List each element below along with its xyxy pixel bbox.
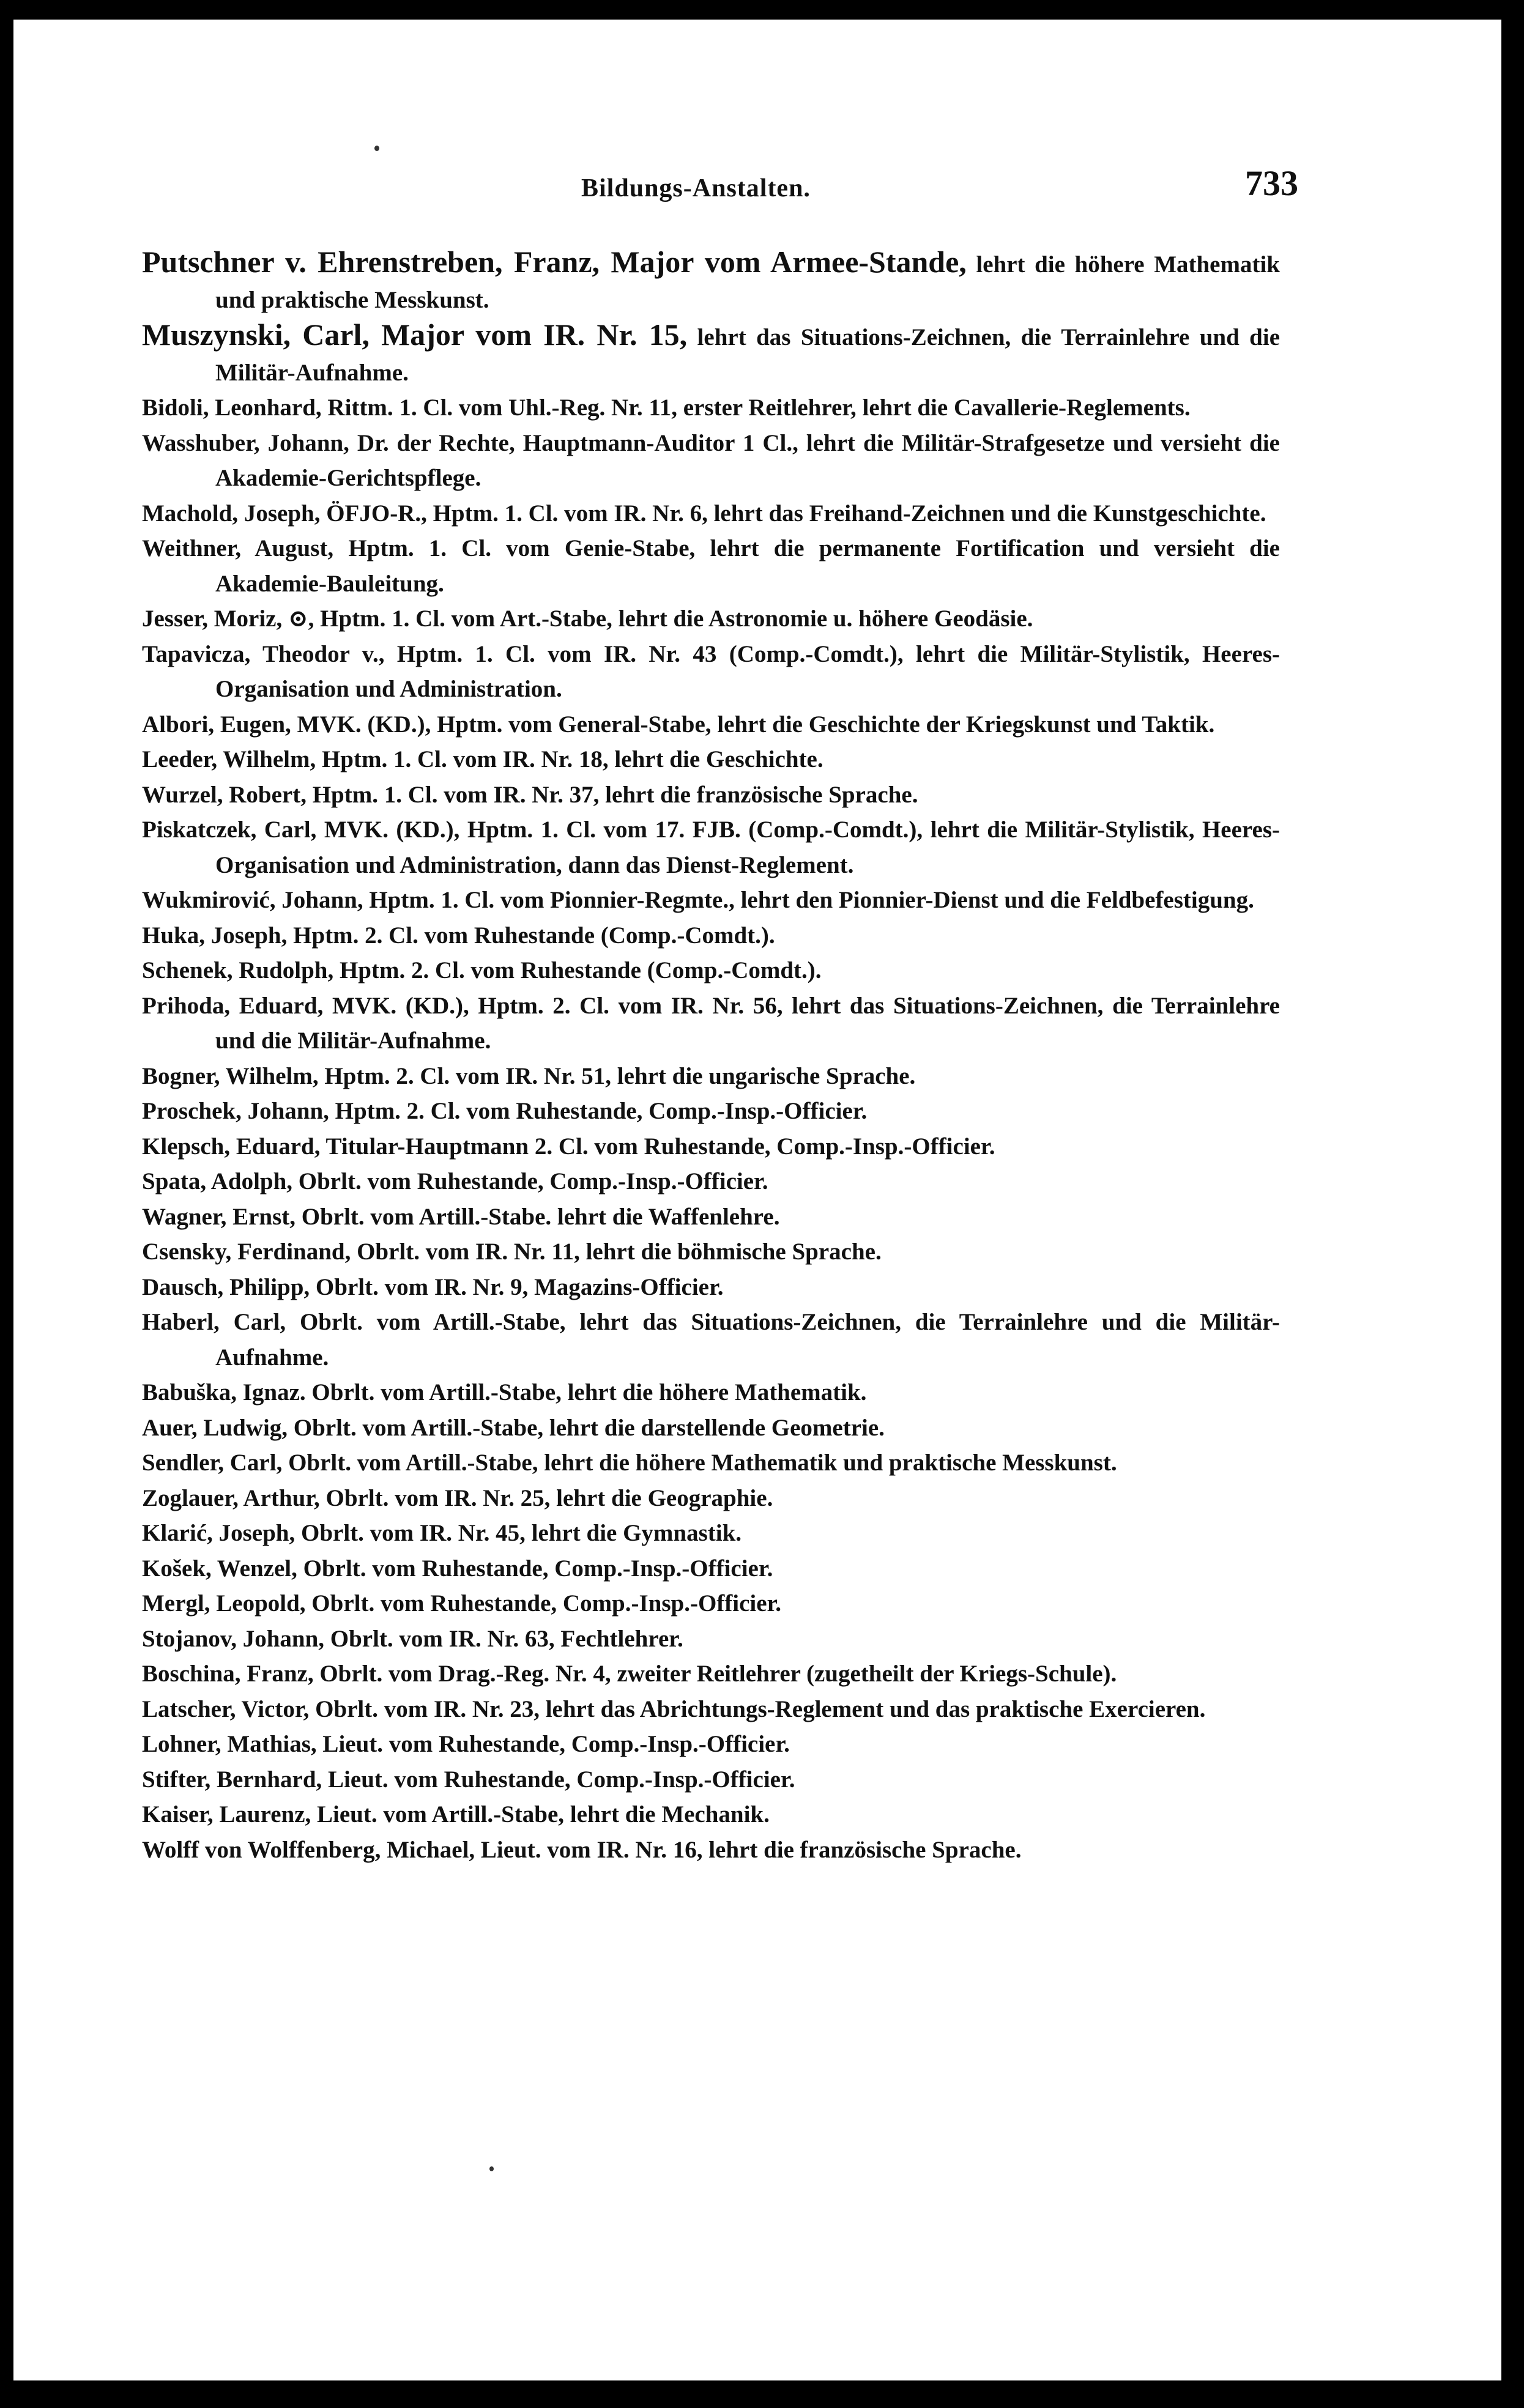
entry-name: Putschner v. Ehrenstreben, Franz, Major vom Armee-Stande, bbox=[142, 245, 967, 279]
staff-list bbox=[142, 245, 1280, 1867]
list-entry: Spata, Adolph, Obrlt. vom Ruhestande, Comp.-Insp.-Officier. bbox=[142, 1168, 768, 1195]
list-entry: Wolff von Wolffenberg, Michael, Lieut. vom IR. Nr. 16, lehrt die französische Sprache. bbox=[142, 1836, 1022, 1863]
list-entry: Prihoda, Eduard, MVK. (KD.), Hptm. 2. Cl. vom IR. Nr. 56, lehrt das Situations-Zeichnen, die Terrainlehre und die Militär-Aufnahme. bbox=[142, 992, 1280, 1054]
entry-text: lehrt das Situations-Zeichnen, die Terrainlehre und die Militär-Aufnahme. bbox=[215, 324, 1281, 386]
ink-speck bbox=[374, 146, 379, 151]
list-entry: Proschek, Johann, Hptm. 2. Cl. vom Ruhestande, Comp.-Insp.-Officier. bbox=[142, 1098, 868, 1124]
list-entry: Auer, Ludwig, Obrlt. vom Artill.-Stabe, lehrt die darstellende Geometrie. bbox=[142, 1414, 885, 1441]
list-entry: Lohner, Mathias, Lieut. vom Ruhestande, Comp.-Insp.-Officier. bbox=[142, 1731, 790, 1757]
list-entry: Stojanov, Johann, Obrlt. vom IR. Nr. 63, Fechtlehrer. bbox=[142, 1625, 683, 1652]
list-entry: Machold, Joseph, ÖFJO-R., Hptm. 1. Cl. vom IR. Nr. 6, lehrt das Freihand-Zeichnen und die Kunstgeschichte. bbox=[142, 500, 1266, 527]
list-entry: Latscher, Victor, Obrlt. vom IR. Nr. 23, lehrt das Abrichtungs-Reglement und das praktische Exercieren. bbox=[142, 1695, 1206, 1722]
list-entry: Babuška, Ignaz. Obrlt. vom Artill.-Stabe, lehrt die höhere Mathematik. bbox=[142, 1379, 867, 1406]
page-header bbox=[142, 163, 1298, 212]
entry-text: lehrt die höhere Mathematik und praktische Messkunst. bbox=[215, 251, 1280, 313]
list-entry: Dausch, Philipp, Obrlt. vom IR. Nr. 9, Magazins-Officier. bbox=[142, 1273, 724, 1300]
list-entry: Leeder, Wilhelm, Hptm. 1. Cl. vom IR. Nr. 18, lehrt die Geschichte. bbox=[142, 746, 823, 772]
page-number: 733 bbox=[1245, 163, 1298, 203]
list-entry: Wasshuber, Johann, Dr. der Rechte, Hauptmann-Auditor 1 Cl., lehrt die Militär-Strafgesetze und versieht die Akademie-Gerichtspflege. bbox=[142, 429, 1280, 491]
list-entry: Mergl, Leopold, Obrlt. vom Ruhestande, Comp.-Insp.-Officier. bbox=[142, 1590, 782, 1617]
list-entry: Bogner, Wilhelm, Hptm. 2. Cl. vom IR. Nr. 51, lehrt die ungarische Sprache. bbox=[142, 1062, 916, 1089]
list-entry: Zoglauer, Arthur, Obrlt. vom IR. Nr. 25, lehrt die Geographie. bbox=[142, 1484, 773, 1511]
list-entry: Wukmirović, Johann, Hptm. 1. Cl. vom Pionnier-Regmte., lehrt den Pionnier-Dienst und die Feldbefestigung. bbox=[142, 887, 1254, 913]
list-entry: Klarić, Joseph, Obrlt. vom IR. Nr. 45, lehrt die Gymnastik. bbox=[142, 1520, 742, 1546]
running-title: Bildungs-Anstalten. bbox=[581, 174, 811, 202]
list-entry: Wurzel, Robert, Hptm. 1. Cl. vom IR. Nr. 37, lehrt die französische Sprache. bbox=[142, 781, 918, 808]
list-entry: Wagner, Ernst, Obrlt. vom Artill.-Stabe. lehrt die Waffenlehre. bbox=[142, 1203, 780, 1230]
list-entry: Klepsch, Eduard, Titular-Hauptmann 2. Cl. vom Ruhestande, Comp.-Insp.-Officier. bbox=[142, 1133, 995, 1160]
list-entry bbox=[142, 317, 1280, 390]
list-entry: Albori, Eugen, MVK. (KD.), Hptm. vom General-Stabe, lehrt die Geschichte der Kriegskunst und Taktik. bbox=[142, 711, 1215, 738]
list-entry: Sendler, Carl, Obrlt. vom Artill.-Stabe, lehrt die höhere Mathematik und praktische Messkunst. bbox=[142, 1450, 1117, 1476]
list-entry: Tapavicza, Theodor v., Hptm. 1. Cl. vom IR. Nr. 43 (Comp.-Comdt.), lehrt die Militär-Stylistik, Heeres-Organisation und Administration. bbox=[142, 640, 1280, 702]
list-entry bbox=[142, 245, 1280, 317]
list-entry: Kaiser, Laurenz, Lieut. vom Artill.-Stabe, lehrt die Mechanik. bbox=[142, 1801, 770, 1828]
list-entry: Stifter, Bernhard, Lieut. vom Ruhestande, Comp.-Insp.-Officier. bbox=[142, 1766, 795, 1793]
list-entry: Haberl, Carl, Obrlt. vom Artill.-Stabe, lehrt das Situations-Zeichnen, die Terrainlehre und die Militär-Aufnahme. bbox=[142, 1309, 1280, 1371]
list-entry: Jesser, Moriz, ⊙, Hptm. 1. Cl. vom Art.-Stabe, lehrt die Astronomie u. höhere Geodäsie. bbox=[142, 606, 1033, 632]
list-entry: Csensky, Ferdinand, Obrlt. vom IR. Nr. 11, lehrt die böhmische Sprache. bbox=[142, 1239, 882, 1265]
ink-speck bbox=[489, 2166, 494, 2171]
list-entry: Piskatczek, Carl, MVK. (KD.), Hptm. 1. Cl. vom 17. FJB. (Comp.-Comdt.), lehrt die Militär-Stylistik, Heeres-Organisation und Administration, dann das Dienst-Reglement. bbox=[142, 817, 1280, 878]
list-entry: Košek, Wenzel, Obrlt. vom Ruhestande, Comp.-Insp.-Officier. bbox=[142, 1555, 773, 1582]
list-entry: Bidoli, Leonhard, Rittm. 1. Cl. vom Uhl.-Reg. Nr. 11, erster Reitlehrer, lehrt die Cavallerie-Reglements. bbox=[142, 395, 1191, 421]
list-entry: Schenek, Rudolph, Hptm. 2. Cl. vom Ruhestande (Comp.-Comdt.). bbox=[142, 957, 822, 984]
scanned-page bbox=[13, 20, 1501, 2380]
list-entry: Weithner, August, Hptm. 1. Cl. vom Genie-Stabe, lehrt die permanente Fortification und versieht die Akademie-Bauleitung. bbox=[142, 535, 1280, 597]
list-entry: Boschina, Franz, Obrlt. vom Drag.-Reg. Nr. 4, zweiter Reitlehrer (zugetheilt der Kriegs-Schule). bbox=[142, 1661, 1117, 1687]
entry-name: Muszynski, Carl, Major vom IR. Nr. 15, bbox=[142, 317, 688, 352]
list-entry: Huka, Joseph, Hptm. 2. Cl. vom Ruhestande (Comp.-Comdt.). bbox=[142, 922, 775, 949]
